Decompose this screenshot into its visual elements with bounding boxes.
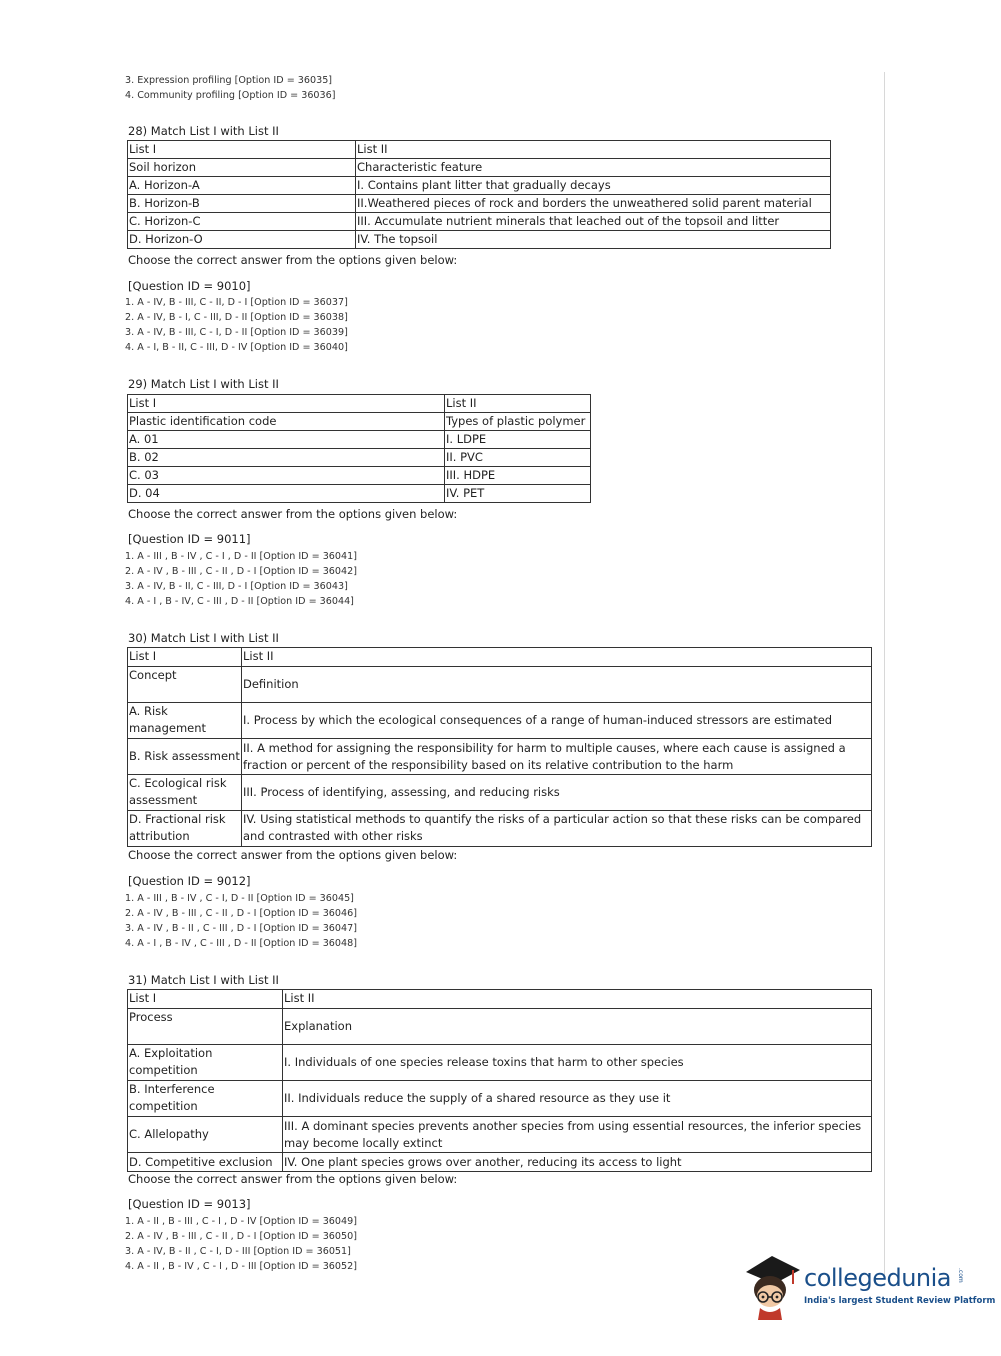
table-cell: B. Interference competition bbox=[128, 1081, 283, 1117]
option: 4. A - I, B - II, C - III, D - IV [Option ID = 36040] bbox=[125, 342, 348, 353]
table-cell: List II bbox=[356, 141, 831, 159]
table-cell: A. Risk management bbox=[128, 703, 242, 739]
option: 4. A - I , B - IV, C - III , D - II [Option ID = 36044] bbox=[125, 596, 354, 607]
table-row bbox=[128, 648, 872, 667]
option: 4. Community profiling [Option ID = 36036] bbox=[125, 90, 336, 101]
question-30-id: [Question ID = 9012] bbox=[128, 874, 251, 888]
question-28-id: [Question ID = 9010] bbox=[128, 279, 251, 293]
option: 1. A - IV, B - III, C - II, D - I [Option ID = 36037] bbox=[125, 297, 348, 308]
table-row bbox=[128, 195, 831, 213]
option: 3. A - IV, B - II , C - I, D - III [Option ID = 36051] bbox=[125, 1246, 351, 1257]
table-row bbox=[128, 1117, 872, 1153]
option: 2. A - IV , B - III , C - II , D - I [Option ID = 36050] bbox=[125, 1231, 357, 1242]
question-29-table bbox=[127, 394, 591, 503]
table-cell: C. 03 bbox=[128, 467, 445, 485]
table-row bbox=[128, 811, 872, 847]
table-cell: Process bbox=[128, 1009, 283, 1045]
table-cell: III. A dominant species prevents another species from using essential resources, the inferior species may become locally extinct bbox=[283, 1117, 872, 1153]
table-cell: B. Risk assessment bbox=[128, 739, 242, 775]
table-row bbox=[128, 231, 831, 249]
table-cell: List II bbox=[283, 990, 872, 1009]
question-31-title: 31) Match List I with List II bbox=[128, 973, 279, 987]
table-row bbox=[128, 177, 831, 195]
table-cell: II. PVC bbox=[445, 449, 591, 467]
table-row bbox=[128, 990, 872, 1009]
question-29-id: [Question ID = 9011] bbox=[128, 532, 251, 546]
table-cell: III. Accumulate nutrient minerals that leached out of the topsoil and litter bbox=[356, 213, 831, 231]
table-cell: D. Horizon-O bbox=[128, 231, 356, 249]
table-cell: I. LDPE bbox=[445, 431, 591, 449]
table-cell: C. Ecological risk assessment bbox=[128, 775, 242, 811]
question-31-table bbox=[127, 989, 872, 1172]
table-cell: List I bbox=[128, 395, 445, 413]
table-cell: I. Individuals of one species release toxins that harm to other species bbox=[283, 1045, 872, 1081]
table-cell: D. 04 bbox=[128, 485, 445, 503]
question-31-instruction: Choose the correct answer from the options given below: bbox=[128, 1172, 458, 1186]
question-30-title: 30) Match List I with List II bbox=[128, 631, 279, 645]
table-cell: List I bbox=[128, 648, 242, 667]
table-cell: IV. The topsoil bbox=[356, 231, 831, 249]
table-cell: A. Exploitation competition bbox=[128, 1045, 283, 1081]
table-cell: Characteristic feature bbox=[356, 159, 831, 177]
table-cell: II.Weathered pieces of rock and borders the unweathered solid parent material bbox=[356, 195, 831, 213]
table-cell: IV. PET bbox=[445, 485, 591, 503]
table-row bbox=[128, 413, 591, 431]
option: 2. A - IV, B - I, C - III, D - II [Option ID = 36038] bbox=[125, 312, 348, 323]
table-cell: I. Contains plant litter that gradually decays bbox=[356, 177, 831, 195]
table-cell: List II bbox=[445, 395, 591, 413]
table-row bbox=[128, 1081, 872, 1117]
table-row bbox=[128, 667, 872, 703]
table-row bbox=[128, 449, 591, 467]
option: 3. A - IV, B - III, C - I, D - II [Option ID = 36039] bbox=[125, 327, 348, 338]
table-cell: III. HDPE bbox=[445, 467, 591, 485]
table-cell: III. Process of identifying, assessing, and reducing risks bbox=[242, 775, 872, 811]
option: 3. A - IV , B - II , C - III , D - I [Option ID = 36047] bbox=[125, 923, 357, 934]
question-30-options bbox=[125, 891, 357, 951]
option: 1. A - III , B - IV , C - I, D - II [Option ID = 36045] bbox=[125, 893, 354, 904]
table-cell: Plastic identification code bbox=[128, 413, 445, 431]
table-row bbox=[128, 1153, 872, 1172]
prev-options bbox=[125, 73, 336, 103]
option: 3. A - IV, B - II, C - III, D - I [Option ID = 36043] bbox=[125, 581, 348, 592]
table-cell: C. Horizon-C bbox=[128, 213, 356, 231]
table-cell: B. Horizon-B bbox=[128, 195, 356, 213]
table-row bbox=[128, 395, 591, 413]
table-cell: C. Allelopathy bbox=[128, 1117, 283, 1153]
table-row bbox=[128, 485, 591, 503]
table-cell: I. Process by which the ecological consequences of a range of human-induced stressors are estimated bbox=[242, 703, 872, 739]
table-row bbox=[128, 1045, 872, 1081]
table-row bbox=[128, 703, 872, 739]
option: 1. A - II , B - III , C - I , D - IV [Option ID = 36049] bbox=[125, 1216, 357, 1227]
logo-dotcom: .com bbox=[957, 1268, 964, 1283]
graduate-mascot-icon bbox=[742, 1250, 804, 1320]
table-row bbox=[128, 431, 591, 449]
question-31-options bbox=[125, 1214, 357, 1274]
collegedunia-logo bbox=[742, 1250, 996, 1320]
option: 1. A - III , B - IV , C - I , D - II [Option ID = 36041] bbox=[125, 551, 357, 562]
table-row bbox=[128, 1009, 872, 1045]
question-31-id: [Question ID = 9013] bbox=[128, 1197, 251, 1211]
table-cell: List I bbox=[128, 990, 283, 1009]
question-28-instruction: Choose the correct answer from the options given below: bbox=[128, 253, 458, 267]
table-cell: B. 02 bbox=[128, 449, 445, 467]
table-cell: Soil horizon bbox=[128, 159, 356, 177]
question-30-table bbox=[127, 647, 872, 847]
question-28-options bbox=[125, 295, 348, 355]
table-cell: A. 01 bbox=[128, 431, 445, 449]
table-cell: IV. Using statistical methods to quantify the risks of a particular action so that these risks can be compared and contrasted with other risks bbox=[242, 811, 872, 847]
table-cell: Concept bbox=[128, 667, 242, 703]
question-28-title: 28) Match List I with List II bbox=[128, 124, 279, 138]
option: 4. A - II , B - IV , C - I , D - III [Option ID = 36052] bbox=[125, 1261, 357, 1272]
table-cell: Definition bbox=[242, 667, 872, 703]
table-row bbox=[128, 467, 591, 485]
logo-tagline: India's largest Student Review Platform bbox=[804, 1296, 996, 1306]
table-cell: II. A method for assigning the responsibility for harm to multiple causes, where each cause is assigned a fraction or percent of the responsibility based on its relative contribution to the harm bbox=[242, 739, 872, 775]
table-cell: D. Competitive exclusion bbox=[128, 1153, 283, 1172]
table-cell: II. Individuals reduce the supply of a shared resource as they use it bbox=[283, 1081, 872, 1117]
option: 4. A - I , B - IV , C - III , D - II [Option ID = 36048] bbox=[125, 938, 357, 949]
table-cell: D. Fractional risk attribution bbox=[128, 811, 242, 847]
table-cell: Explanation bbox=[283, 1009, 872, 1045]
question-29-title: 29) Match List I with List II bbox=[128, 377, 279, 391]
option: 2. A - IV , B - III , C - II , D - I [Option ID = 36046] bbox=[125, 908, 357, 919]
option: 2. A - IV , B - III , C - II , D - I [Option ID = 36042] bbox=[125, 566, 357, 577]
table-cell: List II bbox=[242, 648, 872, 667]
table-cell: IV. One plant species grows over another, reducing its access to light bbox=[283, 1153, 872, 1172]
table-row bbox=[128, 213, 831, 231]
table-row bbox=[128, 739, 872, 775]
question-29-options bbox=[125, 549, 357, 609]
table-cell: A. Horizon-A bbox=[128, 177, 356, 195]
option: 3. Expression profiling [Option ID = 36035] bbox=[125, 75, 333, 86]
question-29-instruction: Choose the correct answer from the options given below: bbox=[128, 507, 458, 521]
question-28-table bbox=[127, 140, 831, 249]
table-row bbox=[128, 141, 831, 159]
table-cell: List I bbox=[128, 141, 356, 159]
table-row bbox=[128, 775, 872, 811]
table-cell: Types of plastic polymer bbox=[445, 413, 591, 431]
logo-wordmark: collegedunia bbox=[804, 1264, 952, 1292]
question-30-instruction: Choose the correct answer from the options given below: bbox=[128, 848, 458, 862]
table-row bbox=[128, 159, 831, 177]
